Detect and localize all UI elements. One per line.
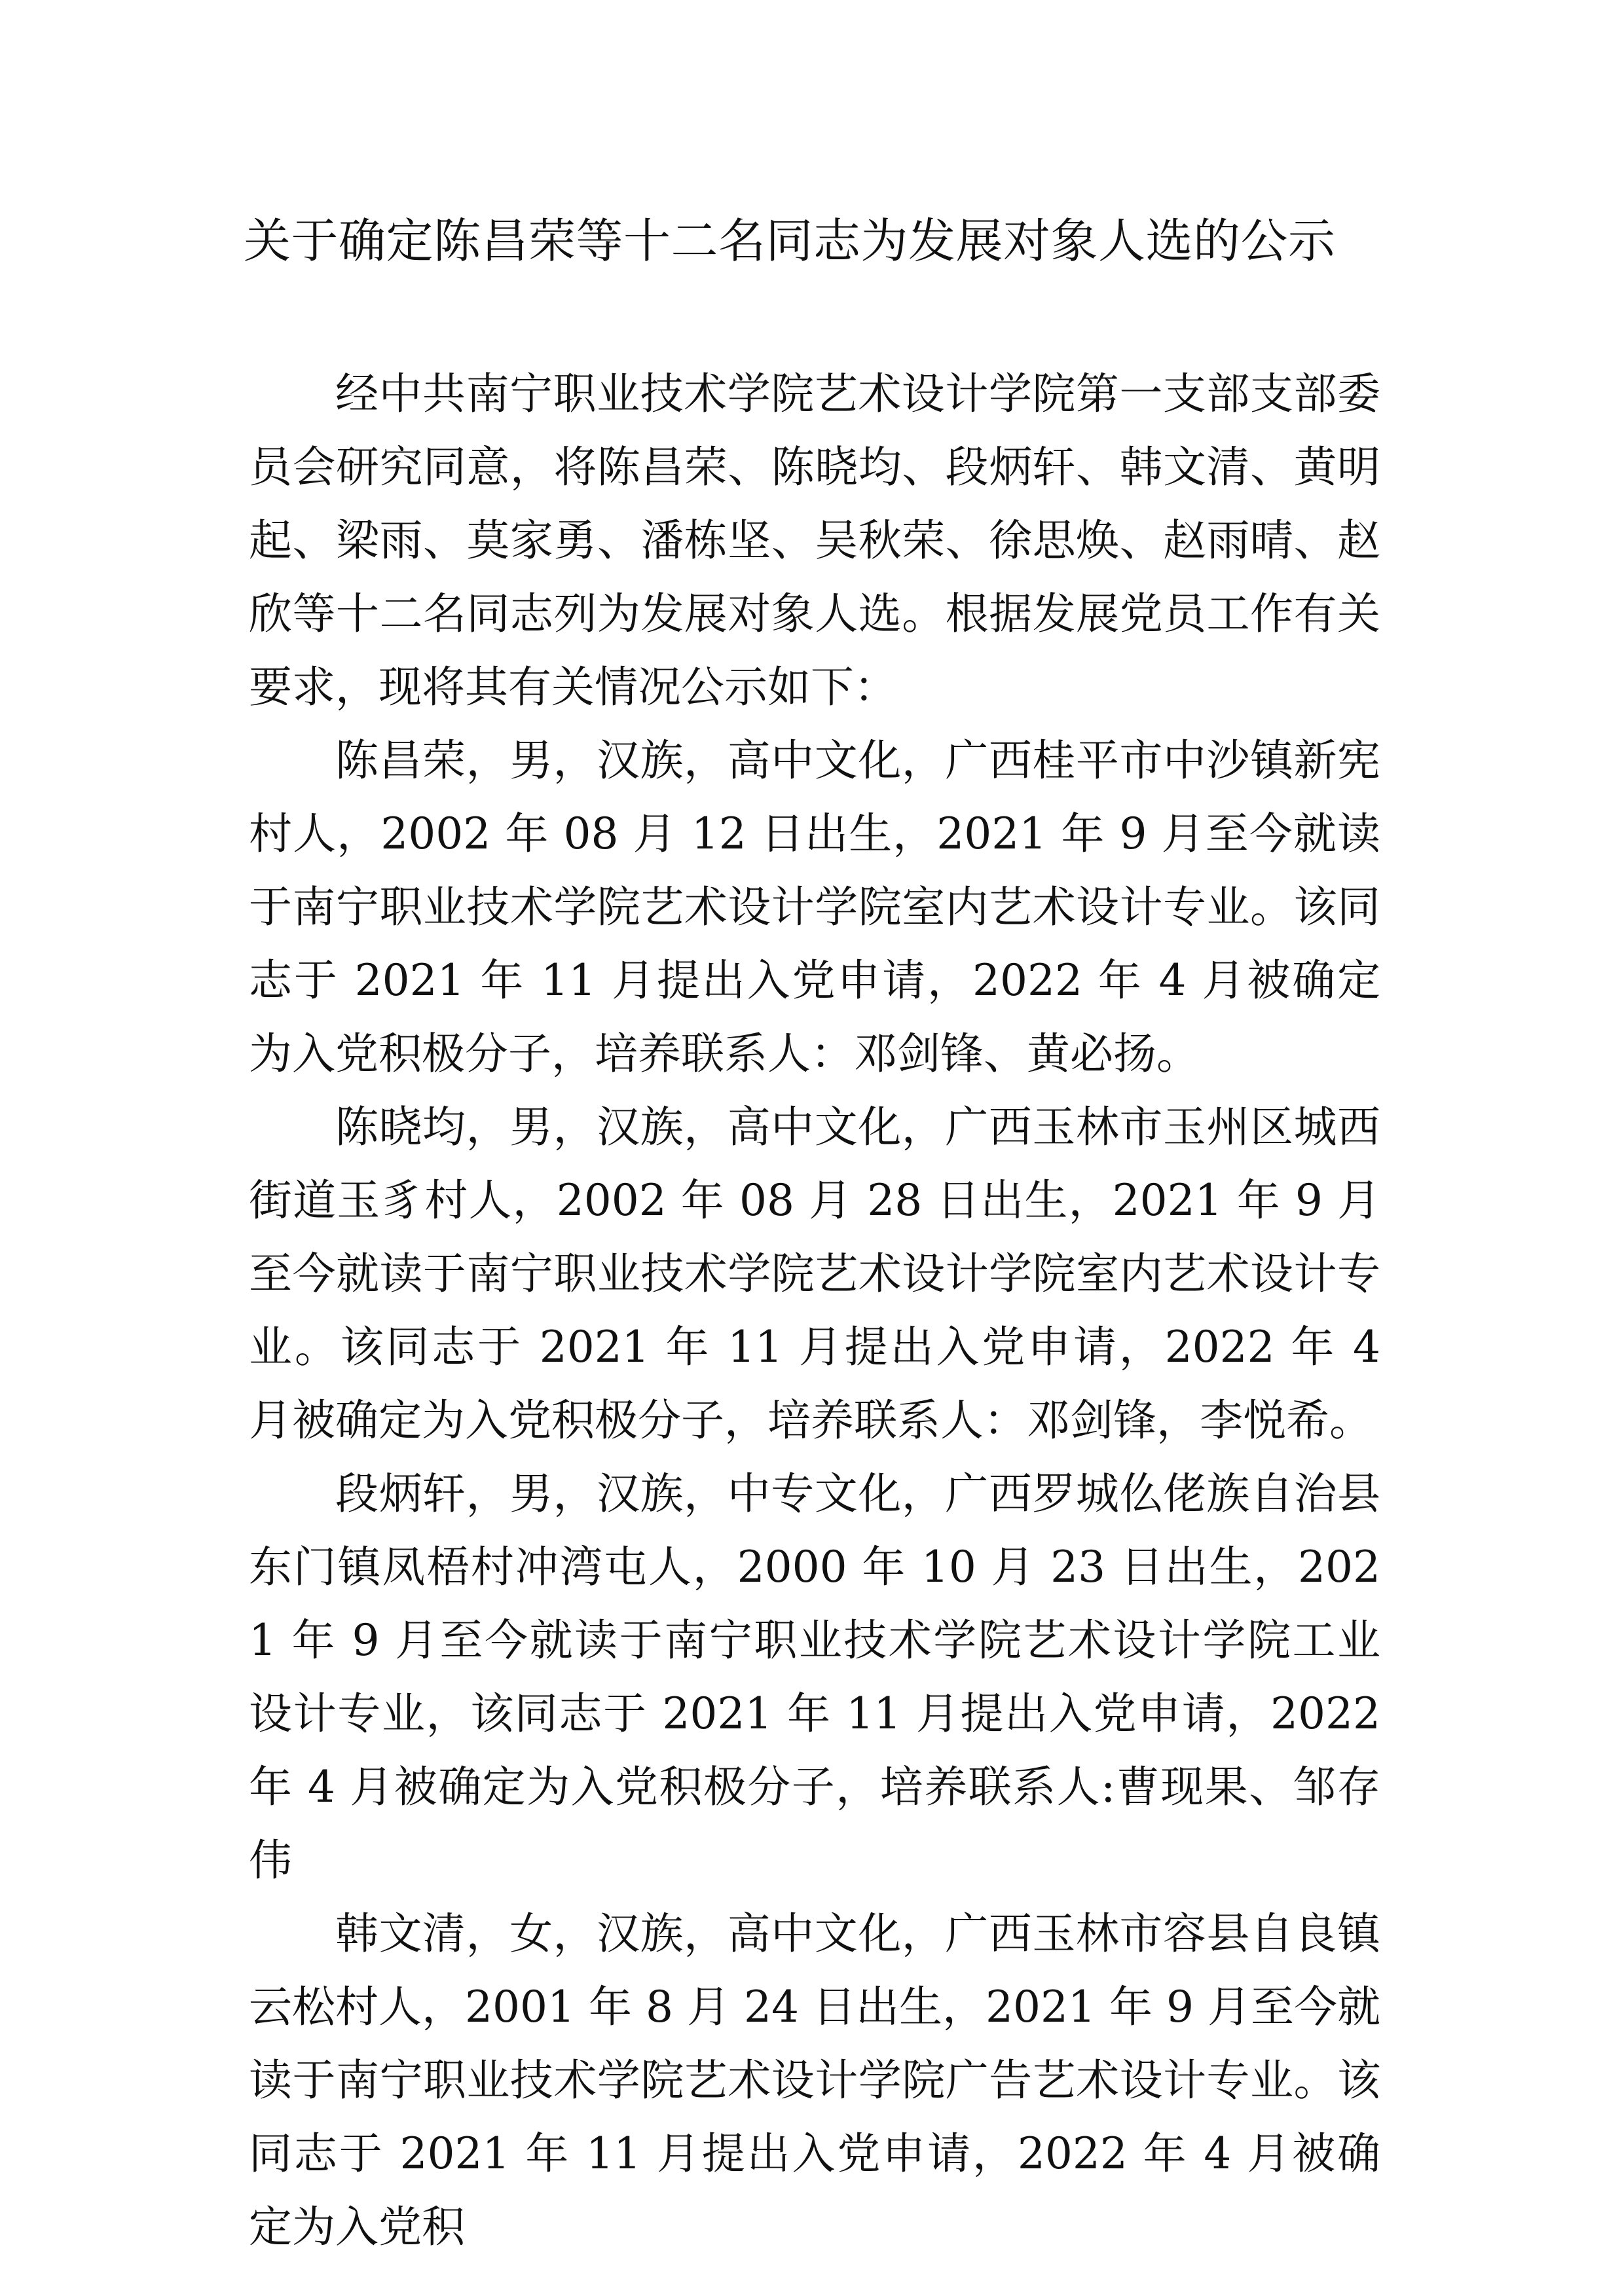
document-title: 关于确定陈昌荣等十二名同志为发展对象人选的公示 (244, 213, 1336, 268)
person-paragraph-duan-bingxuan: 段炳轩，男，汉族，中专文化，广西罗城仫佬族自治县东门镇凤梧村冲湾屯人，2000 年 10 月 23 日出生，2021 年 9 月至今就读于南宁职业技术学院艺术设计学院工业设计专业，该同志于 2021 年 11 月提出入党申请，2022 年 4 月被确定为入党积极分子，培养联系人:曹现果、邹存伟 (249, 1468, 1380, 1886)
person-paragraph-chen-xiaojun: 陈晓均，男，汉族，高中文化，广西玉林市玉州区城西街道玉豸村人，2002 年 08 月 28 日出生，2021 年 9 月至今就读于南宁职业技术学院艺术设计学院室内艺术设计专业。该同志于 2021 年 11 月提出入党申请，2022 年 4 月被确定为入党积极分子，培养联系人：邓剑锋，李悦希。 (249, 1102, 1380, 1446)
intro-paragraph: 经中共南宁职业技术学院艺术设计学院第一支部支部委员会研究同意，将陈昌荣、陈晓均、段炳轩、韩文清、黄明起、梁雨、莫家勇、潘栋坚、吴秋荣、徐思焕、赵雨晴、赵欣等十二名同志列为发展对象人选。根据发展党员工作有关要求，现将其有关情况公示如下： (249, 369, 1380, 712)
document-body (249, 357, 1380, 2264)
person-paragraph-han-wenqing: 韩文清，女，汉族，高中文化，广西玉林市容县自良镇云松村人，2001 年 8 月 24 日出生，2021 年 9 月至今就读于南宁职业技术学院艺术设计学院广告艺术设计专业。该同志于 2021 年 11 月提出入党申请，2022 年 4 月被确定为入党积 (249, 1908, 1380, 2252)
person-paragraph-chen-changrong: 陈昌荣，男，汉族，高中文化，广西桂平市中沙镇新宪村人，2002 年 08 月 12 日出生，2021 年 9 月至今就读于南宁职业技术学院艺术设计学院室内艺术设计专业。该同志于 2021 年 11 月提出入党申请，2022 年 4 月被确定为入党积极分子，培养联系人：邓剑锋、黄必扬。 (249, 735, 1380, 1079)
